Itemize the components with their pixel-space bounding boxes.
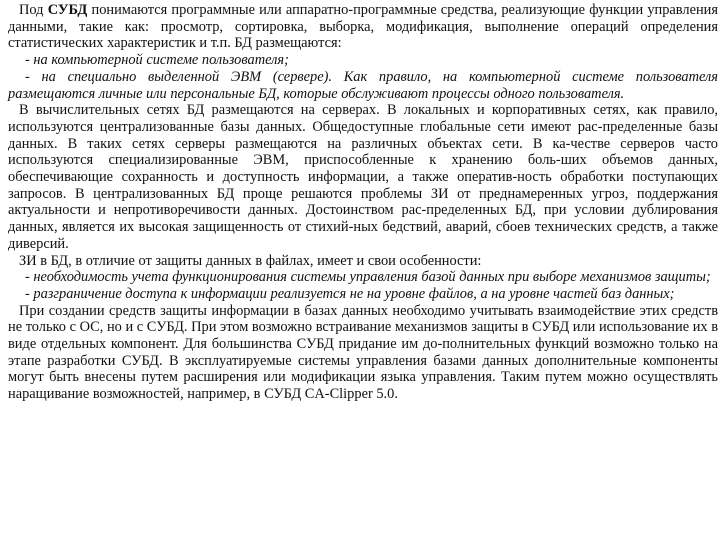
paragraph-protection-tools: При создании средств защиты информации в базах данных необходимо учитывать взаимодействие этих средств не только с ОС, но и с СУБД. При этом возможно встраивание механизмов защиты в СУБД или использование их в виде отдельных компонент. Для большинства СУБД придание им до-полнительных функций возможно только на этапе разработки СУБД. В эксплуатируемые системы управления базами данных дополнительные компоненты могут быть внесены путем расширения или модификации языка управления. Таким путем можно осуществлять наращивание возможностей, например, в СУБД CA-Clipper 5.0. <box>8 302 718 403</box>
document-page <box>8 2 718 403</box>
paragraph-db-protection-features: ЗИ в БД, в отличие от защиты данных в файлах, имеет и свои особенности: <box>19 252 482 269</box>
list-item-dbms-consideration: - необходимость учета функционирования системы управления базой данных при выборе механизмов защиты; <box>25 269 711 286</box>
paragraph-dbms-definition-body: понимаются программные или аппаратно-программные средства, реализующие функции управления данными, такие как: просмотр, сортировка, выборка, модификация, выполнение операций определения статистических характеристик и т.п. БД размещаются: <box>8 2 719 52</box>
term-dbms: СУБД <box>47 2 88 18</box>
list-item-dedicated-server: - на специально выделенной ЭВМ (сервере). Как правило, на компьютерной системе пользователя размещаются личные или персональные БД, которые обслуживают процессы одного пользователя. <box>8 68 718 102</box>
list-item-user-system: - на компьютерной системе пользователя; <box>25 52 289 69</box>
list-item-access-control: - разграничение доступа к информации реализуется не на уровне файлов, а на уровне частей баз данных; <box>25 285 675 302</box>
paragraph-dbms-definition <box>8 2 718 52</box>
paragraph-dbms-definition-lead: Под <box>19 2 48 18</box>
paragraph-network-databases: В вычислительных сетях БД размещаются на серверах. В локальных и корпоративных сетях, как правило, используются централизованные базы данных. Общедоступные глобальные сети имеют рас-пределенные базы данных. В таких сетях серверы размещаются на различных объектах сети. В ка-честве серверов часто используются специализированные ЭВМ, приспособленные к хранению боль-ших объемов данных, обеспечивающие сохранность и доступность информации, а также оператив-ность обработки поступающих запросов. В централизованных БД проще решаются проблемы ЗИ от преднамеренных угроз, поддержания актуальности и непротиворечивости данных. Достоинством рас-пределенных БД, при условии дублирования данных, является их высокая защищенность от стихий-ных бедствий, аварий, сбоев технических средств, а также диверсий. <box>8 102 718 252</box>
